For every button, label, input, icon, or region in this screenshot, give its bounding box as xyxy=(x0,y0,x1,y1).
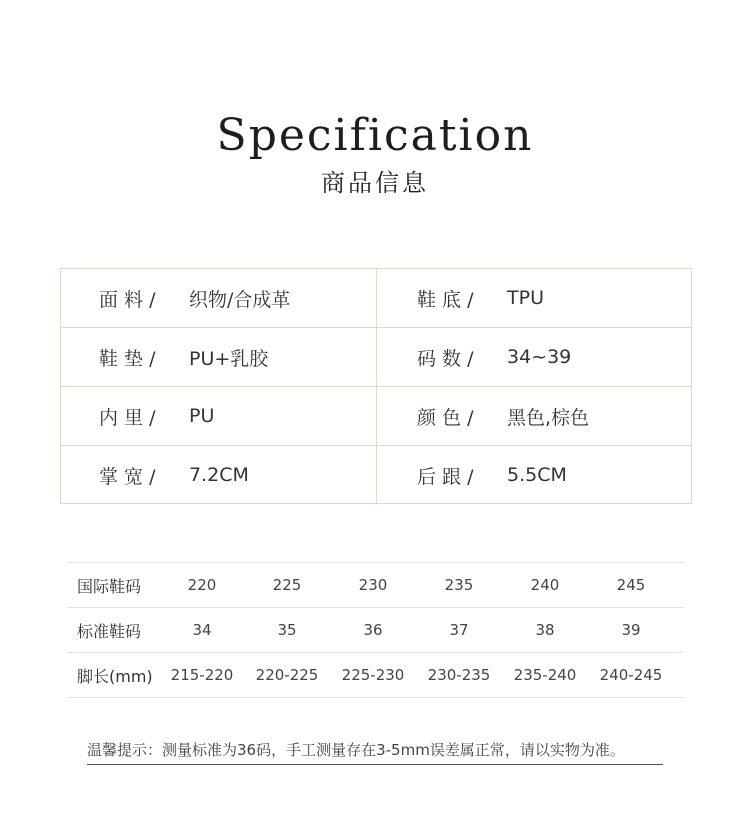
spec-value: 5.5CM xyxy=(507,464,567,486)
size-cell: 230-235 xyxy=(427,666,491,684)
spec-value: 7.2CM xyxy=(189,464,249,486)
size-table xyxy=(67,562,684,698)
size-row-label: 标准鞋码 xyxy=(77,621,142,641)
size-cell: 35 xyxy=(277,621,297,639)
spec-row xyxy=(61,387,691,446)
spec-row xyxy=(61,269,691,328)
size-cell: 39 xyxy=(621,621,641,639)
spec-key: 码 数 / xyxy=(417,347,474,370)
size-cell: 225-230 xyxy=(341,666,405,684)
page-title-cn: 商品信息 xyxy=(321,169,429,197)
size-tip-note: 温馨提示：测量标准为36码，手工测量存在3-5mm误差属正常，请以实物为准。 xyxy=(87,734,663,765)
spec-key: 鞋 垫 / xyxy=(99,347,156,370)
page-title-en: Specification xyxy=(216,110,534,161)
spec-value: 34~39 xyxy=(507,346,572,368)
spec-value: 黑色,棕色 xyxy=(507,406,590,429)
size-cell: 215-220 xyxy=(170,666,234,684)
spec-key: 鞋 底 / xyxy=(417,288,474,311)
spec-value: TPU xyxy=(507,287,544,309)
size-row xyxy=(67,653,684,698)
size-cell: 235-240 xyxy=(513,666,577,684)
spec-key: 掌 宽 / xyxy=(99,465,156,488)
size-cell: 37 xyxy=(449,621,469,639)
size-cell: 220 xyxy=(187,576,217,594)
size-row-label: 脚长(mm) xyxy=(77,666,153,686)
size-cell: 220-225 xyxy=(255,666,319,684)
size-cell: 230 xyxy=(358,576,388,594)
spec-value: PU xyxy=(189,405,215,427)
size-cell: 240-245 xyxy=(599,666,663,684)
size-cell: 245 xyxy=(616,576,646,594)
spec-key: 颜 色 / xyxy=(417,406,474,429)
spec-row xyxy=(61,328,691,387)
size-cell: 235 xyxy=(444,576,474,594)
size-row xyxy=(67,563,684,608)
size-cell: 36 xyxy=(363,621,383,639)
size-cell: 225 xyxy=(272,576,302,594)
spec-key: 面 料 / xyxy=(99,288,156,311)
spec-key: 内 里 / xyxy=(99,406,156,429)
spec-value: PU+乳胶 xyxy=(189,347,269,370)
spec-key: 后 跟 / xyxy=(417,465,474,488)
spec-value: 织物/合成革 xyxy=(189,288,291,311)
size-cell: 34 xyxy=(192,621,212,639)
spec-table xyxy=(60,268,692,504)
size-row-label: 国际鞋码 xyxy=(77,576,142,596)
size-row xyxy=(67,608,684,653)
size-cell: 240 xyxy=(530,576,560,594)
spec-row xyxy=(61,446,691,505)
size-cell: 38 xyxy=(535,621,555,639)
